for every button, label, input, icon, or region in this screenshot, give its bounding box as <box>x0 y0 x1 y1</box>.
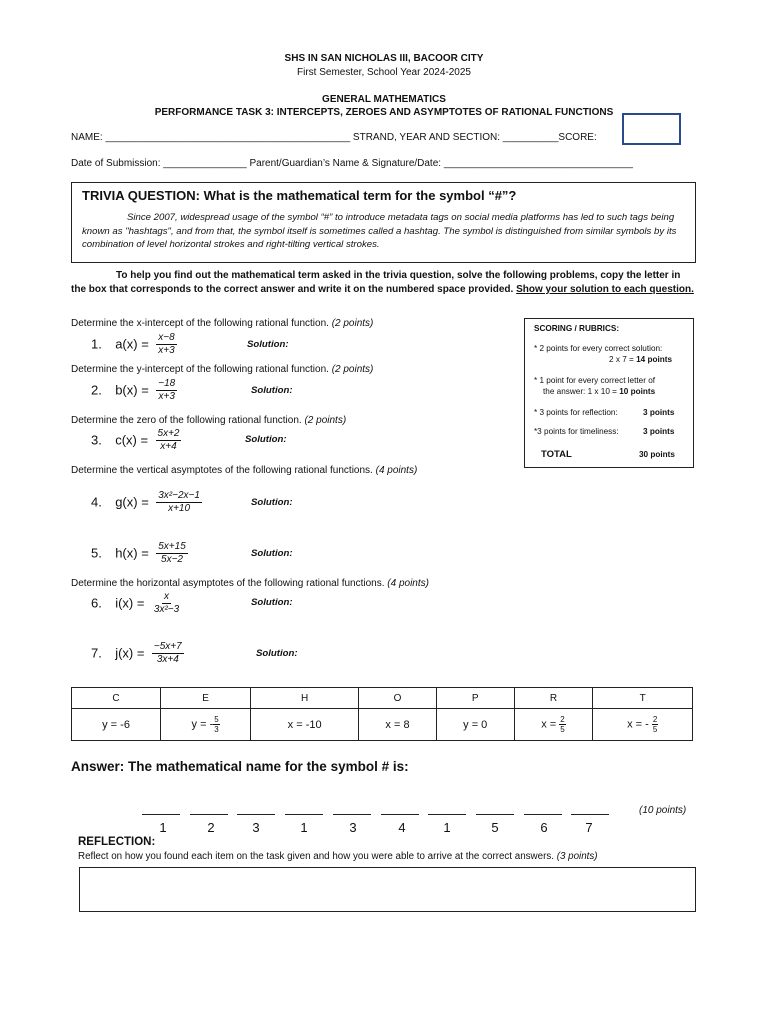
key-letter: H <box>251 688 359 709</box>
key-value: x = 8 <box>359 709 437 741</box>
answer-blank[interactable] <box>142 813 180 815</box>
answer-blank[interactable] <box>285 813 323 815</box>
problem-5: 5. h(x) = $\frac{5x+15}{5x-2}$ <box>91 541 186 565</box>
blank-number: 1 <box>300 820 308 835</box>
instructions-text: To help you find out the mathematical term asked in the trivia question, solve the following problems, copy the letter in the box that corresponds to the correct answer and write it on the numbered space provided. <box>71 270 681 295</box>
blank-number: 1 <box>159 820 167 835</box>
key-letter: T <box>593 688 693 709</box>
rubric-line3-pts: 3 points <box>643 408 675 417</box>
rubric-line1b-pts: 14 points <box>636 355 673 364</box>
instructions-emphasis: Show your solution to each question. <box>516 284 694 295</box>
problem-4: 4. g(x) = $\frac{\text{3x²−2x−1}}{x+10}$ <box>91 490 200 514</box>
rubric-line4-pts: 3 points <box>643 427 675 436</box>
rubric-line3: * 3 points for reflection: <box>534 408 618 417</box>
blank-number: 1 <box>443 820 451 835</box>
fraction: $\frac{x-8}{x+3}$ <box>158 332 175 356</box>
key-value: y = 0 <box>436 709 514 741</box>
answer-blank[interactable] <box>476 813 514 815</box>
solution-label: Solution: <box>251 497 293 508</box>
solution-label: Solution: <box>251 548 293 559</box>
answer-blank[interactable] <box>237 813 275 815</box>
answer-blank[interactable] <box>333 813 371 815</box>
rubric-line2b-pts: 10 points <box>619 387 656 396</box>
rubric-total-label: TOTAL <box>541 449 572 460</box>
blank-number: 6 <box>540 820 548 835</box>
solution-label: Solution: <box>245 434 287 445</box>
answer-blank[interactable] <box>524 813 562 815</box>
problem-3: 3. c(x) = $\frac{5x+2}{x+4}$ <box>91 428 180 452</box>
direction-vertical: Determine the vertical asymptotes of the following rational functions. (4 points) <box>71 465 418 476</box>
key-letter: R <box>514 688 593 709</box>
rubric-line4: *3 points for timeliness: <box>534 427 619 436</box>
direction-y-intercept: Determine the y-intercept of the following rational function. (2 points) <box>71 364 374 375</box>
key-letter: O <box>359 688 437 709</box>
answer-key-table <box>71 687 693 741</box>
answer-title: Answer: The mathematical name for the symbol # is: <box>71 759 409 774</box>
instructions <box>71 269 696 297</box>
blank-number: 5 <box>491 820 499 835</box>
school-name: SHS IN SAN NICHOLAS III, BACOOR CITY <box>284 53 484 64</box>
rubric-total-pts: 30 points <box>639 450 675 459</box>
rubric-line1: * 2 points for every correct solution: <box>534 344 663 353</box>
trivia-paragraph: Since 2007, widespread usage of the symbol “#” to introduce metadata tags on social media platforms has led to such tags being known as "hashtags", and from that, the symbol itself is sometimes called a hashtag. The symbol is distinguished from similar symbols by its combination of level horizontal strokes and right-tilting vertical strokes. <box>82 212 677 250</box>
task-title: PERFORMANCE TASK 3: INTERCEPTS, ZEROES AND ASYMPTOTES OF RATIONAL FUNCTIONS <box>154 107 614 118</box>
answer-points: (10 points) <box>639 805 687 816</box>
key-letter: C <box>72 688 161 709</box>
rubric-line1b: 2 x 7 = <box>609 355 634 364</box>
blank-number: 2 <box>207 820 215 835</box>
key-value: x = -10 <box>251 709 359 741</box>
trivia-question: TRIVIA QUESTION: What is the mathematical term for the symbol “#”? <box>82 188 517 203</box>
answer-blank[interactable] <box>190 813 228 815</box>
reflection-title: REFLECTION: <box>78 836 156 848</box>
solution-label: Solution: <box>247 339 289 350</box>
key-letter: P <box>436 688 514 709</box>
rubric-title: SCORING / RUBRICS: <box>534 324 620 333</box>
reflection-box[interactable] <box>79 867 696 912</box>
key-letter: E <box>161 688 251 709</box>
problem-6: 6. i(x) = $\frac{x}{\text{3x²−3}}$ <box>91 591 180 615</box>
rubric-box <box>524 318 694 468</box>
answer-blank[interactable] <box>571 813 609 815</box>
key-value: x = - $\frac{2}{5}$ <box>593 709 693 741</box>
solution-label: Solution: <box>256 648 298 659</box>
key-value: x = $\frac{2}{5}$ <box>514 709 593 741</box>
score-box[interactable] <box>622 113 681 145</box>
direction-horizontal: Determine the horizontal asymptotes of the following rational functions. (4 points) <box>71 578 429 589</box>
problem-7: 7. j(x) = $\frac{-5x+7}{3x+4}$ <box>91 641 182 665</box>
key-value: y = -6 <box>72 709 161 741</box>
reflection-desc: Reflect on how you found each item on the task given and how you were able to arrive at the correct answers. (3 points) <box>78 851 598 862</box>
blank-number: 7 <box>585 820 593 835</box>
blank-number: 3 <box>349 820 357 835</box>
answer-blank[interactable] <box>381 813 419 815</box>
solution-label: Solution: <box>251 597 293 608</box>
direction-zero: Determine the zero of the following rational function. (2 points) <box>71 415 347 426</box>
name-line[interactable]: NAME: ____________________________________________ STRAND, YEAR AND SECTION: __________SCORE: <box>71 132 597 143</box>
key-value: y = - $\frac{5}{3}$ <box>161 709 251 741</box>
rubric-line2b: the answer: 1 x 10 = <box>543 387 617 396</box>
blank-number: 3 <box>252 820 260 835</box>
answer-blank[interactable] <box>428 813 466 815</box>
problem-2: 2. b(x) = $\frac{-18}{x+3}$ <box>91 378 176 402</box>
date-line[interactable]: Date of Submission: _______________ Parent/Guardian’s Name & Signature/Date: __________________________________ <box>71 158 633 169</box>
solution-label: Solution: <box>251 385 293 396</box>
problem-1: 1. a(x) = $\frac{x-8}{x+3}$ <box>91 332 175 356</box>
rubric-line2: * 1 point for every correct letter of <box>534 376 656 385</box>
subject: GENERAL MATHEMATICS <box>322 94 446 105</box>
direction-x-intercept: Determine the x-intercept of the following rational function. (2 points) <box>71 318 374 329</box>
blank-number: 4 <box>398 820 406 835</box>
trivia-box <box>71 182 696 263</box>
semester: First Semester, School Year 2024-2025 <box>297 67 471 78</box>
